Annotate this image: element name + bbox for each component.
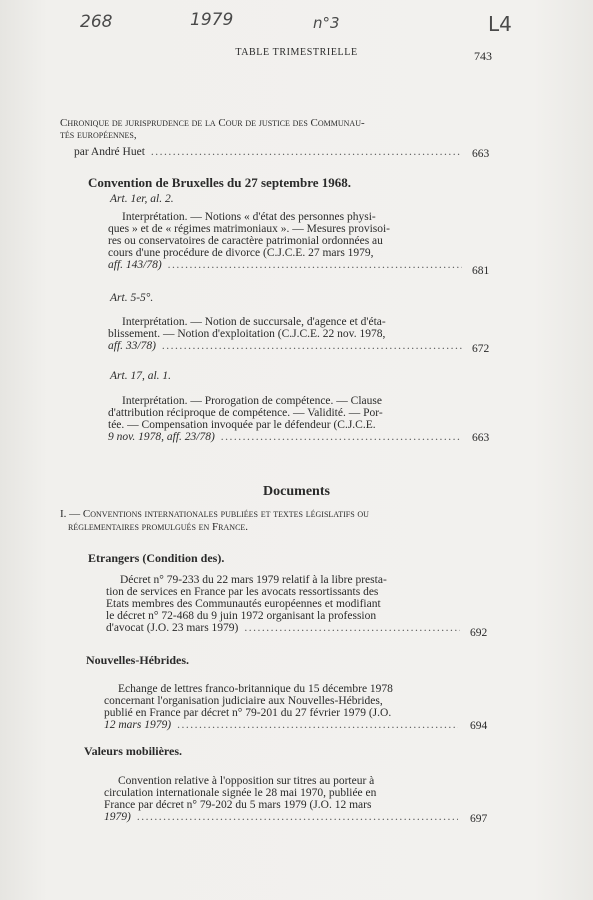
etrangers-line-4: le décret n° 72-468 du 9 juin 1972 organisant la profession [106, 610, 377, 622]
article-17-page-number: 663 [472, 432, 490, 444]
etrangers-last: d'avocat (J.O. 23 mars 1979) [106, 622, 239, 634]
nouvelles-hebrides-line-1: Echange de lettres franco-britannique du 15 décembre 1978 [118, 683, 393, 695]
article-17-line-2: d'attribution réciproque de compétence. — Validité. — Por- [108, 407, 383, 419]
article-1-last: aff. 143/78) [108, 259, 162, 271]
chronique-author: par André Huet [74, 146, 145, 158]
handwritten-note-left: 268 [80, 12, 113, 32]
leader-dots [221, 431, 462, 443]
leader-dots [168, 259, 462, 271]
article-17-last-line [108, 431, 462, 443]
nouvelles-hebrides-line-2: concernant l'organisation judiciaire aux Nouvelles-Hébrides, [104, 695, 383, 707]
nouvelles-hebrides-last: 12 mars 1979) [104, 719, 172, 731]
documents-section-line-1: I. — Conventions internationales publiées et textes législatifs ou [60, 508, 369, 520]
article-5-last: aff. 33/78) [108, 340, 156, 352]
etrangers-page-number: 692 [470, 627, 488, 639]
valeurs-mobilieres-heading: Valeurs mobilières. [84, 744, 182, 758]
article-5-page-number: 672 [472, 343, 490, 355]
chronique-title-line-2: tés européennes, [60, 129, 137, 141]
running-header-page-number: 743 [474, 49, 492, 63]
article-1-label: Art. 1er, al. 2. [110, 193, 174, 205]
article-1-line-4: cours d'une procédure de divorce (C.J.C.E. 27 mars 1979, [108, 247, 374, 259]
convention-heading: Convention de Bruxelles du 27 septembre 1968. [88, 175, 352, 190]
leader-dots [162, 340, 462, 352]
handwritten-note-number: n°3 [313, 14, 340, 32]
etrangers-line-2: tion de services en France par les avocats ressortissants des [106, 586, 379, 598]
leader-dots [177, 719, 458, 731]
etrangers-line-3: Etats membres des Communautés européennes et modifiant [106, 598, 381, 610]
article-1-line-1: Interprétation. — Notions « d'état des personnes physi- [122, 211, 376, 223]
article-5-line-1: Interprétation. — Notion de succursale, d'agence et d'éta- [122, 316, 386, 328]
article-1-line-3: res ou conservatoires de caractère patrimonial ordonnées au [108, 235, 383, 247]
chronique-title-line-1: Chronique de jurisprudence de la Cour de justice des Communau- [60, 117, 365, 129]
leader-dots [151, 146, 462, 158]
leader-dots [137, 811, 458, 823]
valeurs-mobilieres-last-line [104, 811, 458, 823]
valeurs-mobilieres-line-3: France par décret n° 79-202 du 5 mars 1979 (J.O. 12 mars [104, 799, 372, 811]
article-1-line-2: ques » et de « régimes matrimoniaux ». — Mesures provisoi- [108, 223, 391, 235]
leader-dots [244, 622, 460, 634]
article-5-line-2: blissement. — Notion d'exploitation (C.J.C.E. 22 nov. 1978, [108, 328, 386, 340]
article-5-label: Art. 5-5°. [110, 292, 154, 304]
nouvelles-hebrides-line-3: publié en France par décret n° 79-201 du 27 février 1979 (J.O. [104, 707, 392, 719]
nouvelles-hebrides-last-line [104, 719, 458, 731]
valeurs-mobilieres-last: 1979) [104, 811, 131, 823]
etrangers-last-line [106, 622, 460, 634]
etrangers-heading: Etrangers (Condition des). [88, 551, 225, 565]
handwritten-note-corner: L4 [488, 12, 512, 36]
nouvelles-hebrides-heading: Nouvelles-Hébrides. [86, 653, 189, 667]
nouvelles-hebrides-page-number: 694 [470, 720, 488, 732]
article-17-label: Art. 17, al. 1. [110, 370, 172, 382]
valeurs-mobilieres-line-2: circulation internationale signée le 28 mai 1970, publiée en [104, 787, 377, 799]
valeurs-mobilieres-line-1: Convention relative à l'opposition sur titres au porteur à [118, 775, 375, 787]
article-17-line-3: tée. — Compensation invoquée par le défendeur (C.J.C.E. [108, 419, 376, 431]
valeurs-mobilieres-page-number: 697 [470, 813, 488, 825]
etrangers-line-1: Décret n° 79-233 du 22 mars 1979 relatif à la libre presta- [120, 574, 387, 586]
chronique-author-line [74, 146, 462, 158]
article-17-line-1: Interprétation. — Prorogation de compétence. — Clause [122, 395, 382, 407]
article-17-last: 9 nov. 1978, aff. 23/78) [108, 431, 215, 443]
handwritten-note-year: 1979 [190, 10, 234, 30]
chronique-page-number: 663 [472, 148, 490, 160]
documents-section-line-2: réglementaires promulgués en France. [68, 521, 249, 533]
article-1-last-line [108, 259, 462, 271]
documents-heading: Documents [263, 484, 330, 499]
running-header-title: TABLE TRIMESTRIELLE [235, 47, 358, 58]
article-5-last-line [108, 340, 462, 352]
article-1-page-number: 681 [472, 265, 490, 277]
